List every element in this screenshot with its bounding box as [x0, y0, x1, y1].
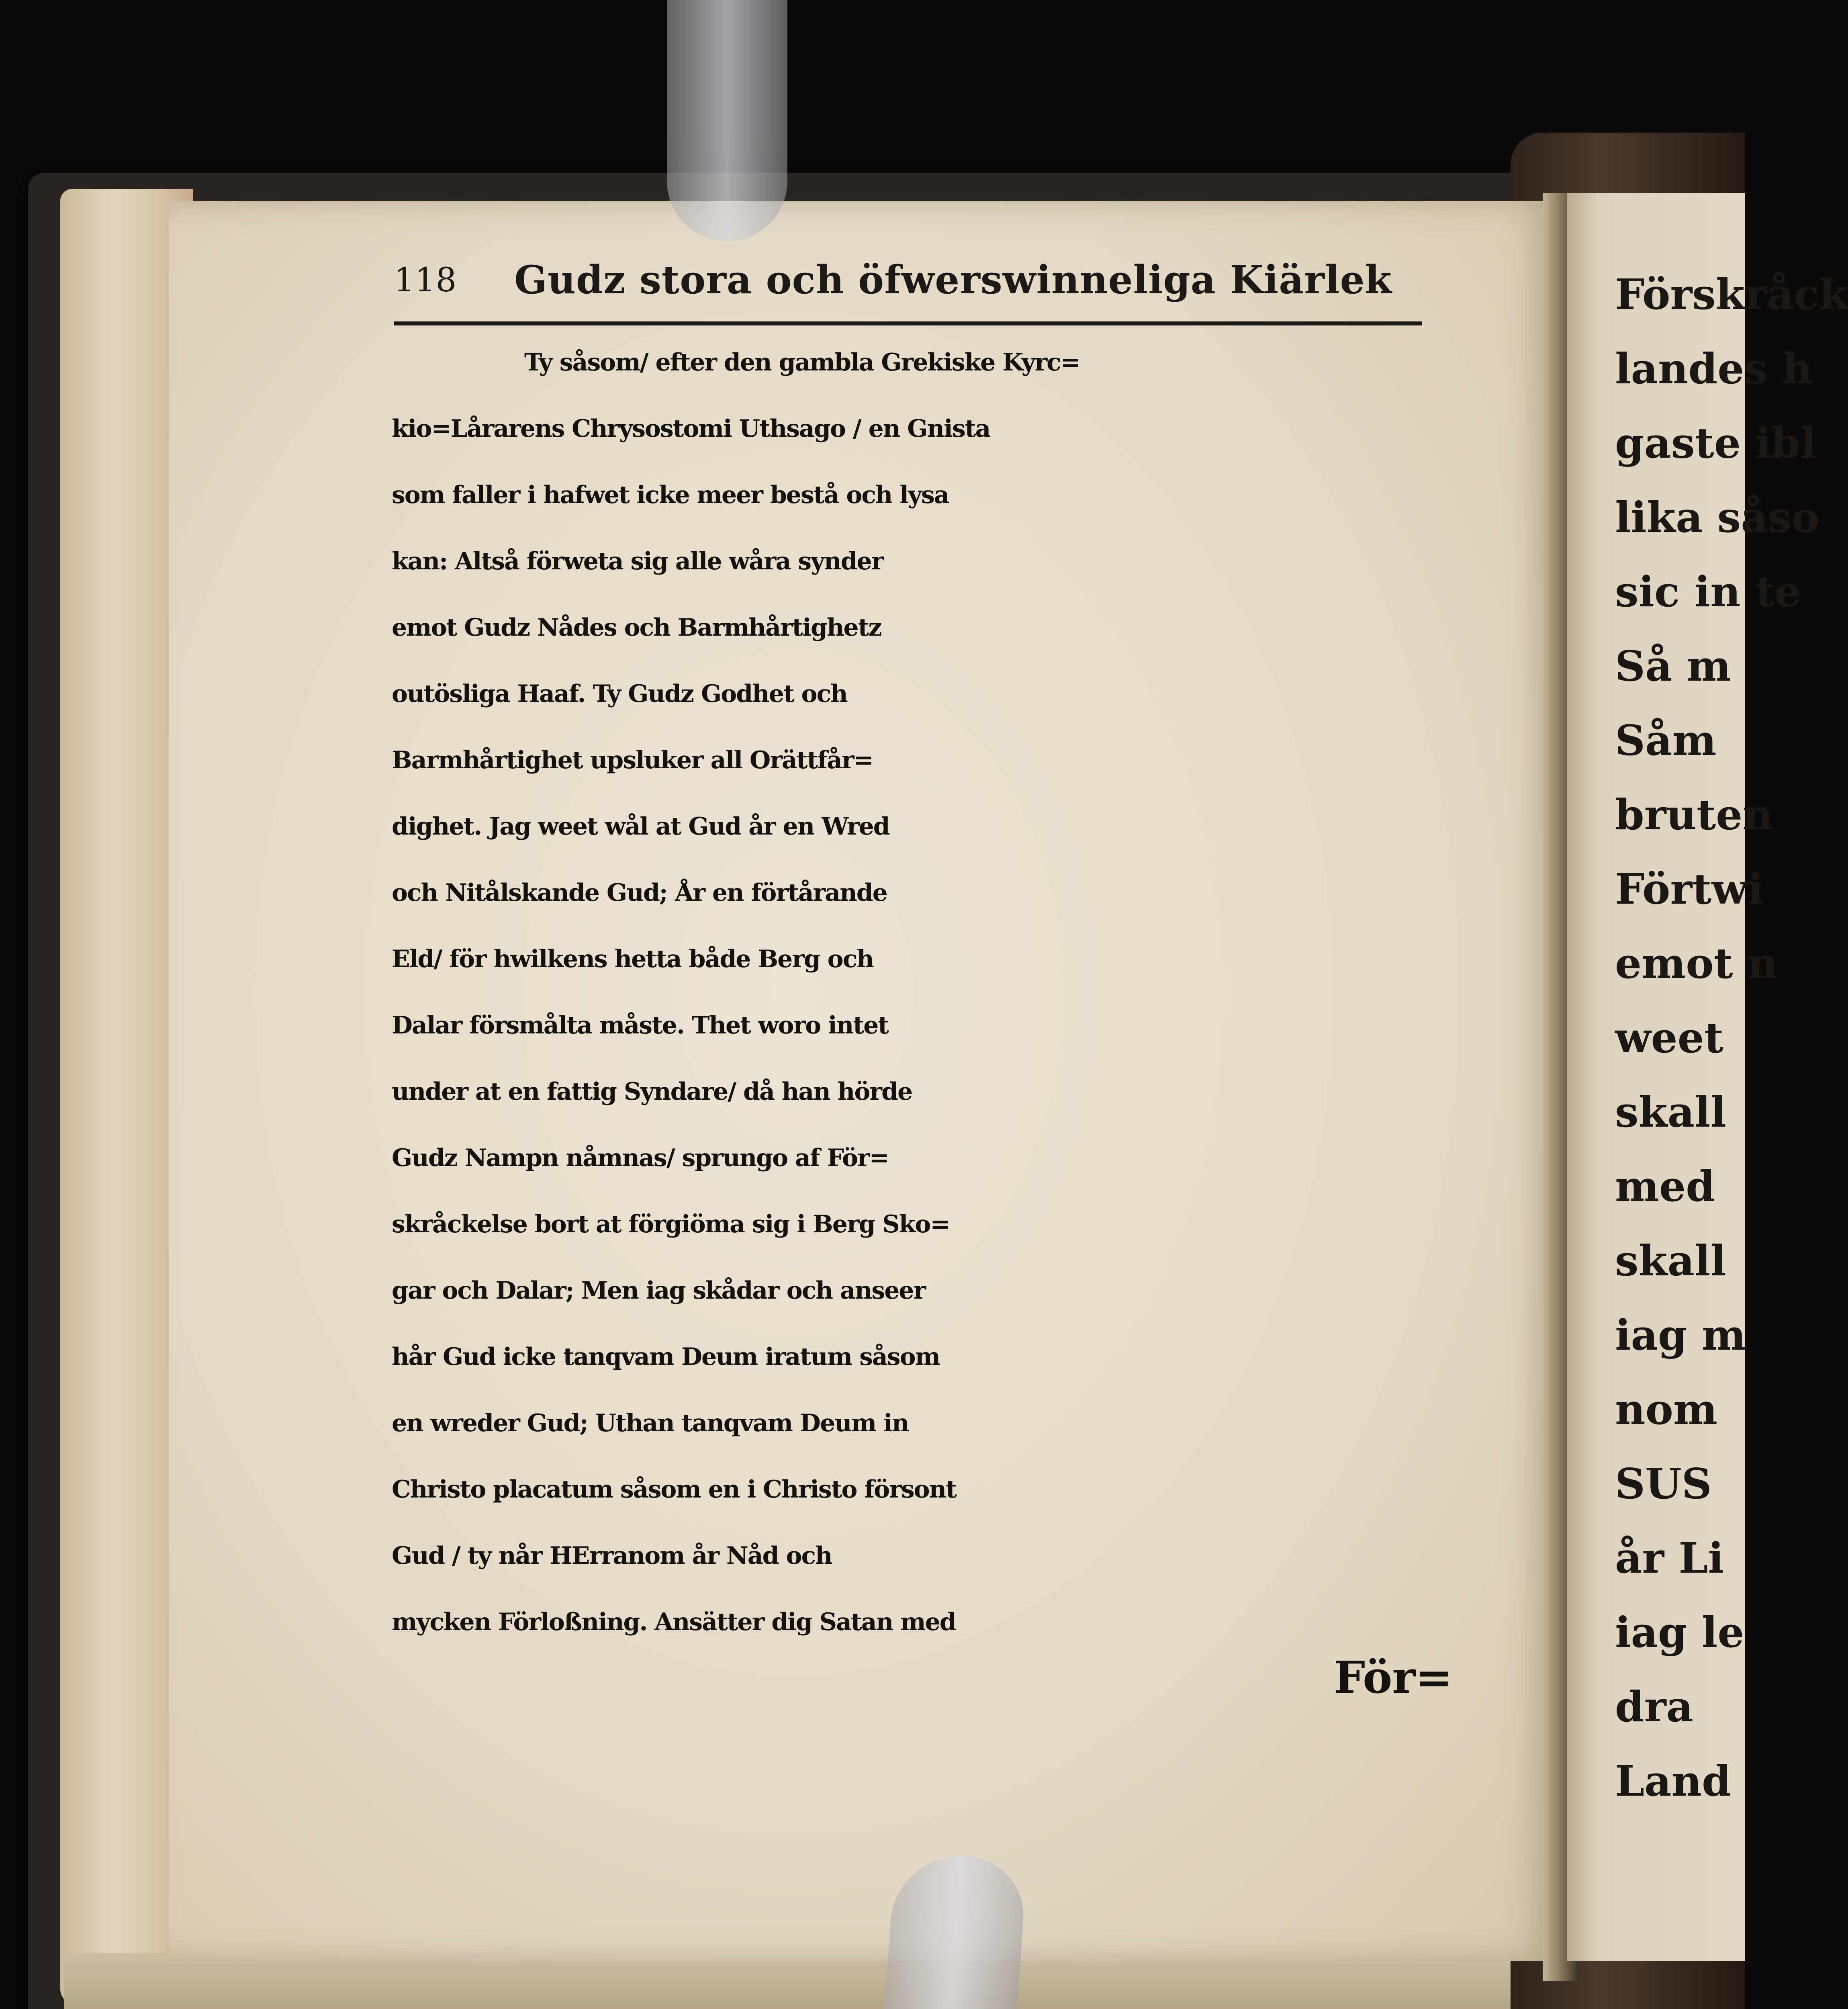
right-page-line: Såm	[1615, 716, 1717, 765]
right-page-line: Så m	[1615, 641, 1731, 691]
text-line: och Nitålskande Gud; År en förtårande	[392, 879, 887, 907]
text-line: Gudz Nampn nåmnas/ sprungo af För=	[392, 1144, 889, 1172]
text-line: gar och Dalar; Men iag skådar och anseer	[392, 1277, 926, 1305]
right-page-line: skall	[1615, 1087, 1727, 1137]
catchword: För=	[1334, 1651, 1453, 1703]
right-page-line: iag m	[1615, 1310, 1746, 1360]
text-line: dighet. Jag weet wål at Gud år en Wred	[392, 812, 889, 841]
right-page-line: Förskråck	[1615, 270, 1848, 319]
right-page-line: dra	[1615, 1682, 1693, 1731]
text-line: Barmhårtighet upsluker all Orättfår=	[392, 746, 873, 774]
text-line: mycken Förloßning. Ansätter dig Satan med	[392, 1608, 956, 1636]
text-line: Ty såsom/ efter den gambla Grekiske Kyrc=	[524, 348, 1080, 376]
right-page-line: gaste ibl	[1615, 418, 1816, 468]
header-rule	[394, 321, 1422, 325]
text-line: kan: Altså förweta sig alle wåra synder	[392, 547, 883, 575]
text-line: som faller i hafwet icke meer bestå och lysa	[392, 481, 949, 509]
text-line: Eld/ för hwilkens hetta både Berg och	[392, 945, 873, 973]
page-header	[394, 253, 1422, 305]
right-page-line: landes h	[1615, 344, 1813, 393]
text-line: en wreder Gud; Uthan tanqvam Deum in	[392, 1409, 909, 1437]
right-page-line: lika såso	[1615, 493, 1819, 542]
body-text	[392, 329, 1436, 1655]
top-clip	[667, 0, 787, 241]
right-page-line: emot n	[1615, 939, 1778, 988]
right-page-line: SUS	[1615, 1459, 1712, 1508]
text-line: Gud / ty når HErranom år Nåd och	[392, 1542, 832, 1570]
right-page-line: år Li	[1615, 1533, 1724, 1583]
running-title: Gudz stora och öfwerswinneliga Kiärlek	[514, 257, 1392, 303]
page-bottom-edge	[64, 1953, 1551, 2009]
right-page-line: nom	[1615, 1385, 1718, 1434]
text-line: outösliga Haaf. Ty Gudz Godhet och	[392, 680, 847, 708]
right-page-line: iag le	[1615, 1608, 1744, 1657]
text-line: under at en fattig Syndare/ då han hörde	[392, 1078, 912, 1106]
right-page-line: skall	[1615, 1236, 1727, 1285]
right-page-line: bruten	[1615, 790, 1773, 839]
right-page-line: sic in te	[1615, 567, 1801, 616]
text-line: emot Gudz Nådes och Barmhårtighetz	[392, 614, 881, 642]
right-page-text	[1615, 257, 1848, 1806]
right-page-line: Land	[1615, 1756, 1731, 1806]
text-line: skråckelse bort at förgiöma sig i Berg Sko=	[392, 1210, 950, 1238]
text-line: Christo placatum såsom en i Christo försont	[392, 1475, 956, 1504]
text-line: kio=Lårarens Chrysostomi Uthsago / en Gnista	[392, 415, 990, 443]
page-number: 118	[394, 261, 457, 299]
text-line: hår Gud icke tanqvam Deum iratum såsom	[392, 1343, 940, 1371]
right-page-line: med	[1615, 1162, 1715, 1211]
text-line: Dalar försmålta måste. Thet woro intet	[392, 1011, 889, 1039]
right-page-line: Förtwi	[1615, 864, 1764, 914]
right-page-line: weet	[1615, 1013, 1723, 1062]
